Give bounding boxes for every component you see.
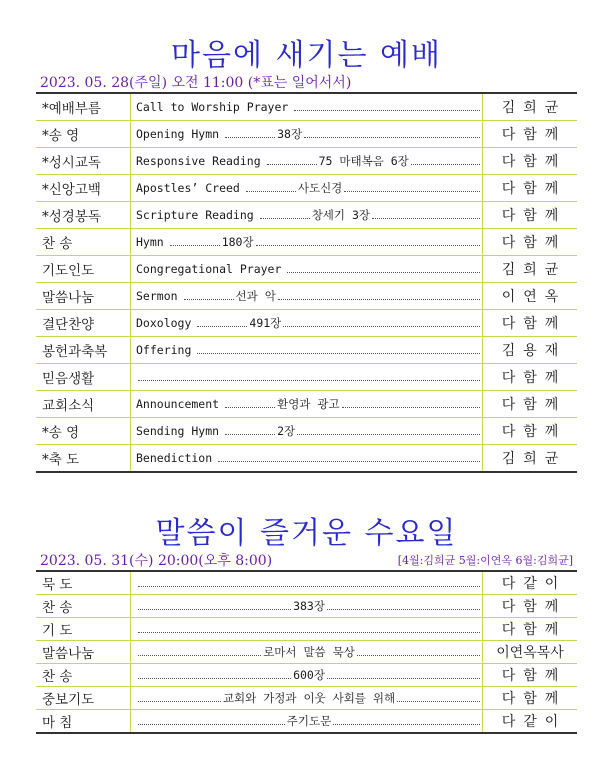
part-label: 마 침 xyxy=(42,715,73,731)
leader-name: 김희균 xyxy=(483,445,578,473)
leader-name: 다함께 xyxy=(483,121,578,148)
english-title: Apostles’ Creed xyxy=(136,181,240,195)
english-title: Hymn xyxy=(136,235,164,249)
order-content xyxy=(131,175,483,202)
dot-leader xyxy=(397,701,480,702)
leader-name: 다함께 xyxy=(483,364,578,391)
order-row xyxy=(36,710,577,734)
order-content xyxy=(131,445,483,473)
order-content xyxy=(131,572,483,595)
order-row xyxy=(36,687,577,710)
dot-leader xyxy=(294,110,480,111)
korean-detail: 75 마태복음 6장 xyxy=(318,154,409,168)
leader-line xyxy=(136,180,482,196)
english-title: Call to Worship Prayer xyxy=(136,100,289,114)
order-content xyxy=(131,618,483,641)
dot-leader xyxy=(411,164,480,165)
order-content xyxy=(131,664,483,687)
leader-name: 김용재 xyxy=(483,337,578,364)
order-content xyxy=(131,418,483,445)
leader-line xyxy=(136,423,482,439)
order-row xyxy=(36,229,577,256)
dot-leader xyxy=(197,353,480,354)
order-content xyxy=(131,121,483,148)
order-row xyxy=(36,148,577,175)
wednesday-service xyxy=(36,516,577,734)
dot-leader xyxy=(327,609,480,610)
leader-line xyxy=(136,396,482,412)
leader-line xyxy=(136,100,482,114)
leader-line xyxy=(136,288,482,304)
part-label: 결단찬양 xyxy=(42,317,95,333)
order-row xyxy=(36,595,577,618)
sunday-order-table xyxy=(36,94,577,473)
dot-leader xyxy=(138,632,480,633)
leader-line xyxy=(136,234,482,250)
leader-name: 이연옥 xyxy=(483,283,578,310)
leader-line xyxy=(136,583,482,584)
part-label: 기도인도 xyxy=(42,263,95,279)
part-label: 중보기도 xyxy=(42,692,95,708)
leader-line xyxy=(136,343,482,357)
english-title: Sermon xyxy=(136,289,178,303)
order-content xyxy=(131,202,483,229)
part-label: *송 영 xyxy=(42,425,80,441)
english-title: Responsive Reading xyxy=(136,154,261,168)
part-label: 교회소식 xyxy=(42,398,95,414)
order-row xyxy=(36,175,577,202)
order-content xyxy=(131,148,483,175)
korean-detail: 180장 xyxy=(221,235,254,249)
dot-leader xyxy=(333,724,480,725)
leader-line xyxy=(136,207,482,223)
dot-leader xyxy=(256,245,480,246)
part-label: 믿음생활 xyxy=(42,371,95,387)
dot-leader xyxy=(138,586,480,587)
order-row xyxy=(36,337,577,364)
dot-leader xyxy=(138,724,285,725)
dot-leader xyxy=(197,326,247,327)
dot-leader xyxy=(287,272,480,273)
order-content xyxy=(131,337,483,364)
order-content xyxy=(131,229,483,256)
part-name xyxy=(36,175,131,202)
korean-detail: 선과 악 xyxy=(235,289,276,303)
dot-leader xyxy=(267,164,317,165)
order-row xyxy=(36,364,577,391)
leader-name: 다함께 xyxy=(483,391,578,418)
wednesday-order-table xyxy=(36,572,577,734)
dot-leader xyxy=(372,218,480,219)
sunday-service xyxy=(36,38,577,473)
part-name xyxy=(36,202,131,229)
english-title: Announcement xyxy=(136,397,220,411)
dot-leader xyxy=(297,434,480,435)
leader-line xyxy=(136,262,482,276)
english-title: Benediction xyxy=(136,451,213,465)
part-name xyxy=(36,391,131,418)
dot-leader xyxy=(218,461,480,462)
part-name xyxy=(36,337,131,364)
order-content xyxy=(131,687,483,710)
korean-detail: 491장 xyxy=(249,316,282,330)
part-name xyxy=(36,148,131,175)
part-name xyxy=(36,572,131,595)
wednesday-date-line xyxy=(36,552,577,572)
korean-detail: 로마서 말씀 묵상 xyxy=(263,645,355,659)
part-label: 말씀나눔 xyxy=(42,290,95,306)
leader-line xyxy=(136,377,482,378)
leader-name: 다함께 xyxy=(483,664,578,687)
leader-line xyxy=(136,126,482,142)
leader-name: 다함께 xyxy=(483,202,578,229)
leader-name: 김희균 xyxy=(483,256,578,283)
leader-name: 다같이 xyxy=(483,710,578,734)
korean-detail: 38장 xyxy=(277,127,303,141)
english-title: Sending Hymn xyxy=(136,424,220,438)
order-row xyxy=(36,256,577,283)
leader-line xyxy=(136,598,482,614)
part-label: 봉헌과축복 xyxy=(42,344,108,360)
part-name xyxy=(36,618,131,641)
order-content xyxy=(131,364,483,391)
part-label: *성경봉독 xyxy=(42,209,101,225)
order-row xyxy=(36,641,577,664)
wednesday-title: 말씀이 즐거운 수요일 xyxy=(155,516,458,551)
dot-leader xyxy=(225,137,275,138)
leader-name: 다같이 xyxy=(483,572,578,595)
part-label: 묵 도 xyxy=(42,577,73,593)
korean-detail: 사도신경 xyxy=(297,181,343,195)
dot-leader xyxy=(170,245,220,246)
leader-name: 김희균 xyxy=(483,94,578,121)
leader-line xyxy=(136,153,482,169)
leader-line xyxy=(136,690,482,706)
dot-leader xyxy=(344,191,480,192)
order-content xyxy=(131,283,483,310)
dot-leader xyxy=(357,655,480,656)
dot-leader xyxy=(138,701,221,702)
order-row xyxy=(36,664,577,687)
dot-leader xyxy=(283,326,480,327)
leader-name: 다함께 xyxy=(483,418,578,445)
part-name xyxy=(36,229,131,256)
wednesday-preacher-note: [4월:김희균 5월:이연옥 6월:김희균] xyxy=(397,554,573,567)
order-content xyxy=(131,595,483,618)
part-name xyxy=(36,687,131,710)
korean-detail: 2장 xyxy=(277,424,296,438)
part-label: *예배부름 xyxy=(42,101,101,117)
part-label: *송 영 xyxy=(42,128,80,144)
order-row xyxy=(36,283,577,310)
korean-detail: 383장 xyxy=(293,599,325,613)
leader-line xyxy=(136,629,482,630)
part-name xyxy=(36,664,131,687)
part-name xyxy=(36,94,131,121)
english-title: Scripture Reading xyxy=(136,208,254,222)
dot-leader xyxy=(138,655,261,656)
dot-leader xyxy=(246,191,296,192)
part-name xyxy=(36,595,131,618)
leader-line xyxy=(136,667,482,683)
part-name xyxy=(36,364,131,391)
part-label: *신앙고백 xyxy=(42,182,101,198)
english-title: Congregational Prayer xyxy=(136,262,282,276)
leader-name: 다함께 xyxy=(483,175,578,202)
korean-detail: 주기도문 xyxy=(286,714,332,728)
order-content xyxy=(131,641,483,664)
part-label: 찬 송 xyxy=(42,669,73,685)
leader-name: 다함께 xyxy=(483,148,578,175)
order-row xyxy=(36,445,577,473)
dot-leader xyxy=(225,434,275,435)
english-title: Doxology xyxy=(136,316,192,330)
order-row xyxy=(36,418,577,445)
leader-line xyxy=(136,644,482,660)
english-title: Offering xyxy=(136,343,192,357)
leader-name: 다함께 xyxy=(483,687,578,710)
part-label: 찬 송 xyxy=(42,236,73,252)
order-row xyxy=(36,572,577,595)
leader-name: 이연옥목사 xyxy=(483,641,578,664)
sunday-date-line xyxy=(36,74,577,94)
part-label: 말씀나눔 xyxy=(42,646,95,662)
order-content xyxy=(131,391,483,418)
part-label: *성시교독 xyxy=(42,155,101,171)
dot-leader xyxy=(138,678,291,679)
part-name xyxy=(36,710,131,734)
order-row xyxy=(36,94,577,121)
order-content xyxy=(131,310,483,337)
order-row xyxy=(36,202,577,229)
dot-leader xyxy=(138,609,291,610)
part-name xyxy=(36,418,131,445)
dot-leader xyxy=(184,299,234,300)
order-row xyxy=(36,121,577,148)
sunday-title: 마음에 새기는 예배 xyxy=(171,38,442,73)
dot-leader xyxy=(260,218,310,219)
dot-leader xyxy=(304,137,480,138)
dot-leader xyxy=(327,678,480,679)
dot-leader xyxy=(138,380,480,381)
part-label: *축 도 xyxy=(42,452,80,468)
order-content xyxy=(131,94,483,121)
leader-line xyxy=(136,451,482,465)
part-label: 찬 송 xyxy=(42,600,73,616)
leader-line xyxy=(136,315,482,331)
korean-detail: 교회와 가정과 이웃 사회를 위해 xyxy=(222,691,396,705)
order-row xyxy=(36,310,577,337)
part-label: 기 도 xyxy=(42,623,73,639)
order-row xyxy=(36,618,577,641)
dot-leader xyxy=(225,407,275,408)
wednesday-date: 2023. 05. 31(수) 20:00(오후 8:00) xyxy=(40,553,273,569)
leader-name: 다함께 xyxy=(483,595,578,618)
leader-line xyxy=(136,713,482,729)
part-name xyxy=(36,283,131,310)
korean-detail: 창세기 3장 xyxy=(311,208,370,222)
leader-name: 다함께 xyxy=(483,310,578,337)
dot-leader xyxy=(278,299,480,300)
part-name xyxy=(36,310,131,337)
dot-leader xyxy=(342,407,480,408)
part-name xyxy=(36,256,131,283)
part-name xyxy=(36,121,131,148)
english-title: Opening Hymn xyxy=(136,127,220,141)
part-name xyxy=(36,641,131,664)
order-content xyxy=(131,256,483,283)
korean-detail: 600장 xyxy=(293,668,325,682)
order-content xyxy=(131,710,483,734)
korean-detail: 환영과 광고 xyxy=(277,397,340,411)
leader-name: 다함께 xyxy=(483,618,578,641)
sunday-date: 2023. 05. 28(주일) 오전 11:00 (*표는 일어서서) xyxy=(40,75,352,91)
leader-name: 다함께 xyxy=(483,229,578,256)
part-name xyxy=(36,445,131,473)
order-row xyxy=(36,391,577,418)
